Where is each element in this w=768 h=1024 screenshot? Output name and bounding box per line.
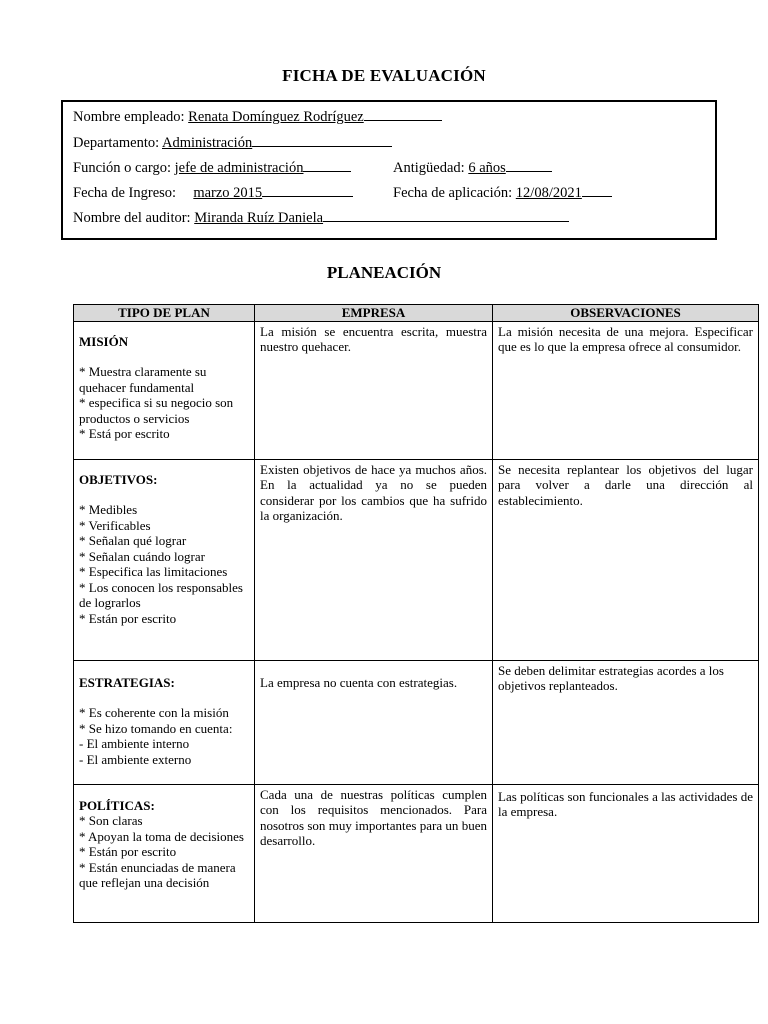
empresa-text: La empresa no cuenta con estrategias. bbox=[260, 674, 458, 690]
underline-fill bbox=[323, 209, 569, 222]
empresa-cell: Existen objetivos de hace ya muchos años. En la actualidad ya no se pueden considerar por los cambios que ha sufrido la organización. bbox=[255, 459, 493, 660]
hire-date-label: Fecha de Ingreso: bbox=[73, 185, 177, 201]
empresa-cell bbox=[255, 660, 493, 784]
seniority-row bbox=[393, 159, 552, 177]
criteria-item: * Medibles bbox=[79, 502, 138, 517]
criteria-item: * Especifica las limitaciones bbox=[79, 564, 228, 579]
empresa-cell: La misión se encuentra escrita, muestra nuestro quehacer. bbox=[255, 321, 493, 459]
seniority-value: 6 años bbox=[468, 160, 506, 176]
plan-type-heading: POLÍTICAS: bbox=[79, 797, 155, 813]
auditor-value: Miranda Ruíz Daniela bbox=[194, 210, 324, 226]
employee-name-label: Nombre empleado: bbox=[73, 109, 185, 125]
table-row bbox=[74, 784, 759, 922]
table-row bbox=[74, 660, 759, 784]
column-header-tipo: TIPO DE PLAN bbox=[74, 305, 255, 322]
criteria-item: * Son claras bbox=[79, 813, 143, 828]
criteria-item: * especifica si su negocio son productos o servicios bbox=[79, 395, 234, 426]
plan-type-heading: MISIÓN bbox=[79, 333, 129, 349]
plan-type-cell bbox=[74, 660, 255, 784]
observaciones-cell: Se necesita replantear los objetivos del lugar para volver a darle una dirección al establecimiento. bbox=[493, 459, 759, 660]
criteria-item: * Señalan cuándo lograr bbox=[79, 548, 205, 564]
role-value: jefe de administración bbox=[174, 160, 304, 176]
department-value: Administración bbox=[162, 135, 253, 151]
planning-table bbox=[73, 304, 759, 923]
underline-fill bbox=[303, 159, 351, 172]
criteria-item: * Están enunciadas de manera que reflejan una decisión bbox=[79, 859, 236, 890]
observaciones-cell: Se deben delimitar estrategias acordes a los objetivos replanteados. bbox=[493, 660, 759, 784]
criteria-item: * Se hizo tomando en cuenta: bbox=[79, 720, 233, 736]
employee-name-row bbox=[73, 108, 442, 126]
criteria-item: * Verificables bbox=[79, 517, 151, 533]
criteria-item: * Están por escrito bbox=[79, 610, 177, 626]
role-row bbox=[73, 159, 351, 177]
hire-date-row bbox=[73, 184, 353, 202]
criteria-item: - El ambiente interno bbox=[79, 736, 190, 751]
criteria-item: - El ambiente externo bbox=[79, 751, 192, 767]
empresa-cell: Cada una de nuestras políticas cumplen con los requisitos mencionados. Para nosotros son muy importantes para un buen desarrollo. bbox=[255, 784, 493, 922]
seniority-label: Antigüedad: bbox=[393, 160, 465, 176]
criteria-item: * Está por escrito bbox=[79, 426, 170, 441]
criteria-item: * Apoyan la toma de decisiones bbox=[79, 828, 244, 844]
application-date-value: 12/08/2021 bbox=[515, 185, 582, 201]
column-header-empresa: EMPRESA bbox=[255, 305, 493, 322]
criteria-item: * Los conocen los responsables de lograrlos bbox=[79, 579, 243, 610]
hire-date-value: marzo 2015 bbox=[193, 185, 263, 201]
plan-type-cell bbox=[74, 784, 255, 922]
employee-name-value: Renata Domínguez Rodríguez bbox=[188, 109, 364, 125]
plan-type-cell bbox=[74, 321, 255, 459]
criteria-item: * Están por escrito bbox=[79, 844, 177, 859]
criteria-item: * Muestra claramente su quehacer fundamental bbox=[79, 364, 207, 395]
plan-type-heading: OBJETIVOS: bbox=[79, 471, 158, 487]
observaciones-cell bbox=[493, 784, 759, 922]
role-label: Función o cargo: bbox=[73, 160, 171, 176]
application-date-label: Fecha de aplicación: bbox=[393, 185, 513, 201]
table-header-row bbox=[74, 305, 759, 322]
observaciones-text: Las políticas son funcionales a las actividades de la empresa. bbox=[498, 788, 753, 819]
auditor-label: Nombre del auditor: bbox=[73, 210, 191, 226]
underline-fill bbox=[262, 184, 353, 197]
column-header-observaciones: OBSERVACIONES bbox=[493, 305, 759, 322]
underline-fill bbox=[506, 159, 552, 172]
underline-fill bbox=[582, 184, 612, 197]
table-row bbox=[74, 321, 759, 459]
application-date-row bbox=[393, 184, 612, 202]
department-label: Departamento: bbox=[73, 135, 160, 151]
section-title: PLANEACIÓN bbox=[326, 263, 442, 282]
criteria-item: * Señalan qué lograr bbox=[79, 533, 187, 548]
criteria-item: * Es coherente con la misión bbox=[79, 705, 229, 720]
table-row bbox=[74, 459, 759, 660]
auditor-row bbox=[73, 209, 569, 227]
employee-info-box bbox=[61, 100, 717, 240]
underline-fill bbox=[364, 108, 442, 121]
observaciones-cell: La misión necesita de una mejora. Especificar que es lo que la empresa ofrece al consumidor. bbox=[493, 321, 759, 459]
plan-type-cell bbox=[74, 459, 255, 660]
document-title: FICHA DE EVALUACIÓN bbox=[282, 66, 486, 85]
underline-fill bbox=[252, 134, 392, 147]
plan-type-heading: ESTRATEGIAS: bbox=[79, 674, 175, 690]
department-row bbox=[73, 134, 392, 152]
